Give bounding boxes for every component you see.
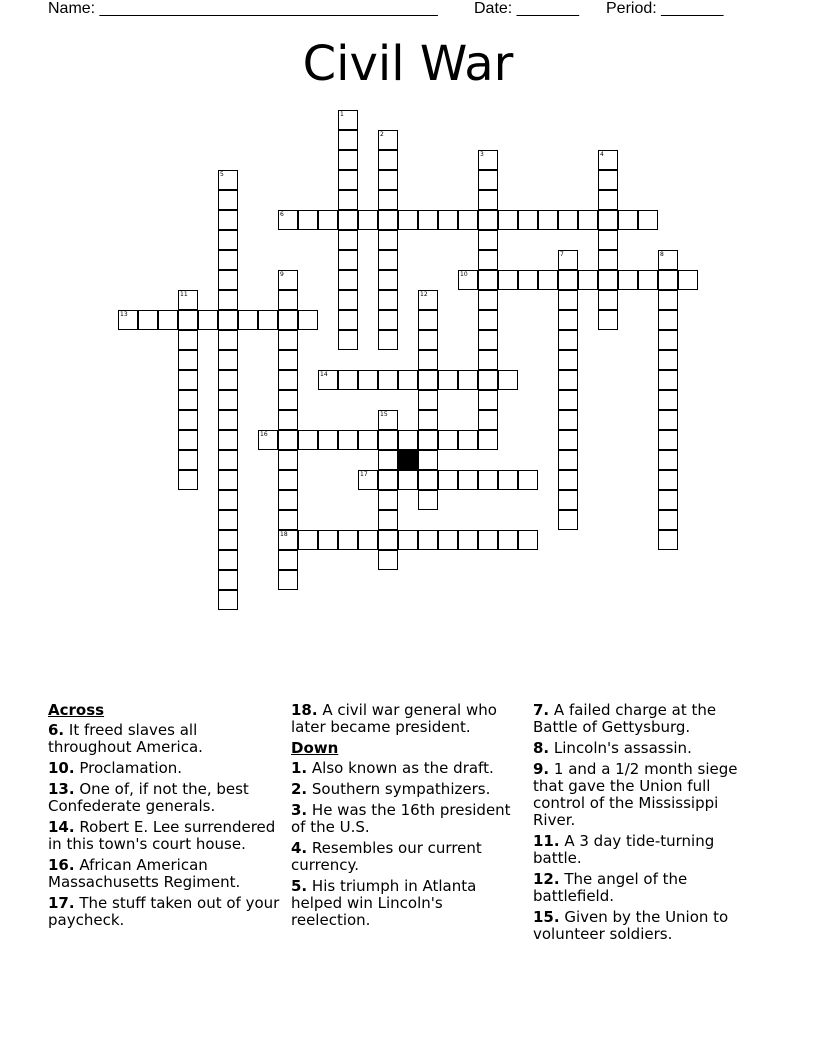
- grid-cell[interactable]: [478, 250, 498, 270]
- grid-cell[interactable]: [458, 210, 478, 230]
- clue-column-3: [533, 702, 765, 947]
- grid-cell[interactable]: [378, 290, 398, 310]
- grid-cell[interactable]: [278, 350, 298, 370]
- grid-cell[interactable]: [118, 310, 138, 330]
- grid-cell[interactable]: [218, 550, 238, 570]
- grid-cell[interactable]: [298, 210, 318, 230]
- clue-number: 17: [360, 471, 368, 478]
- grid-cell[interactable]: [418, 530, 438, 550]
- grid-cell[interactable]: [278, 430, 298, 450]
- grid-cell[interactable]: [558, 490, 578, 510]
- grid-cell[interactable]: [178, 310, 198, 330]
- grid-cell[interactable]: [218, 370, 238, 390]
- grid-cell[interactable]: [218, 190, 238, 210]
- clue-item: [533, 833, 765, 867]
- grid-cell[interactable]: [518, 530, 538, 550]
- grid-cell[interactable]: [538, 270, 558, 290]
- grid-cell[interactable]: [598, 150, 618, 170]
- grid-cell[interactable]: [658, 310, 678, 330]
- grid-cell[interactable]: [378, 530, 398, 550]
- clue-number: 4.: [291, 839, 308, 857]
- grid-cell[interactable]: [558, 330, 578, 350]
- grid-cell[interactable]: [498, 270, 518, 290]
- clue-text: The angel of the battlefield.: [533, 870, 688, 905]
- grid-cell[interactable]: [418, 450, 438, 470]
- grid-cell[interactable]: [578, 210, 598, 230]
- clue-number: 5: [220, 171, 224, 178]
- clue-item: [533, 871, 765, 905]
- grid-cell[interactable]: [398, 430, 418, 450]
- grid-cell[interactable]: [358, 430, 378, 450]
- grid-cell[interactable]: [378, 270, 398, 290]
- grid-cell[interactable]: [178, 290, 198, 310]
- grid-cell[interactable]: [218, 350, 238, 370]
- grid-cell[interactable]: [358, 530, 378, 550]
- name-field[interactable]: Name: ______________________________________: [48, 0, 438, 17]
- grid-cell[interactable]: [558, 370, 578, 390]
- grid-cell[interactable]: [258, 310, 278, 330]
- grid-cell[interactable]: [358, 370, 378, 390]
- grid-cell[interactable]: [278, 290, 298, 310]
- clue-number: 7: [560, 251, 564, 258]
- grid-cell[interactable]: [418, 390, 438, 410]
- clue-number: 16: [260, 431, 268, 438]
- grid-cell[interactable]: [338, 130, 358, 150]
- grid-cell[interactable]: [418, 310, 438, 330]
- clue-item: [48, 819, 280, 853]
- clue-text: A civil war general who later became president.: [291, 701, 497, 736]
- grid-cell[interactable]: [558, 410, 578, 430]
- grid-cell[interactable]: [218, 390, 238, 410]
- grid-cell[interactable]: [378, 250, 398, 270]
- clue-number: 12.: [533, 870, 560, 888]
- grid-cell[interactable]: [218, 270, 238, 290]
- grid-cell[interactable]: [598, 190, 618, 210]
- grid-cell[interactable]: [378, 490, 398, 510]
- period-field[interactable]: Period: _______: [606, 0, 724, 17]
- grid-cell[interactable]: [378, 150, 398, 170]
- grid-cell[interactable]: [478, 150, 498, 170]
- grid-cell[interactable]: [478, 470, 498, 490]
- grid-cell[interactable]: [218, 410, 238, 430]
- date-field[interactable]: Date: _______: [474, 0, 579, 17]
- grid-cell[interactable]: [558, 430, 578, 450]
- clue-number: 9.: [533, 760, 550, 778]
- grid-cell[interactable]: [418, 350, 438, 370]
- grid-cell[interactable]: [418, 370, 438, 390]
- grid-cell[interactable]: [558, 250, 578, 270]
- grid-cell[interactable]: [598, 230, 618, 250]
- clue-number: 15: [380, 411, 388, 418]
- grid-cell[interactable]: [658, 270, 678, 290]
- grid-cell[interactable]: [598, 310, 618, 330]
- grid-cell[interactable]: [598, 290, 618, 310]
- grid-cell[interactable]: [558, 450, 578, 470]
- grid-cell[interactable]: [238, 310, 258, 330]
- clue-number: 10.: [48, 759, 75, 777]
- clue-number: 18: [280, 531, 288, 538]
- clue-number: 2.: [291, 780, 308, 798]
- grid-cell[interactable]: [498, 370, 518, 390]
- grid-cell[interactable]: [558, 350, 578, 370]
- clue-item: [291, 760, 523, 777]
- grid-cell[interactable]: [638, 210, 658, 230]
- grid-cell[interactable]: [598, 170, 618, 190]
- grid-cell[interactable]: [418, 430, 438, 450]
- grid-cell[interactable]: [378, 430, 398, 450]
- grid-cell[interactable]: [518, 210, 538, 230]
- grid-cell[interactable]: [158, 310, 178, 330]
- grid-cell[interactable]: [138, 310, 158, 330]
- grid-cell[interactable]: [478, 530, 498, 550]
- grid-cell[interactable]: [478, 290, 498, 310]
- grid-cell[interactable]: [598, 250, 618, 270]
- grid-cell[interactable]: [278, 370, 298, 390]
- grid-cell[interactable]: [278, 550, 298, 570]
- clue-number: 6: [280, 211, 284, 218]
- grid-cell[interactable]: [378, 510, 398, 530]
- grid-cell[interactable]: [218, 290, 238, 310]
- clue-number: 14: [320, 371, 328, 378]
- grid-cell[interactable]: [518, 470, 538, 490]
- clue-text: 1 and a 1/2 month siege that gave the Union full control of the Mississippi River.: [533, 760, 738, 829]
- grid-cell[interactable]: [218, 490, 238, 510]
- grid-cell[interactable]: [458, 270, 478, 290]
- grid-cell[interactable]: [618, 210, 638, 230]
- clue-text: Given by the Union to volunteer soldiers.: [533, 908, 729, 943]
- clue-text: He was the 16th president of the U.S.: [291, 801, 511, 836]
- clue-item: [291, 702, 523, 736]
- clue-item: [48, 895, 280, 929]
- grid-cell[interactable]: [338, 270, 358, 290]
- grid-cell[interactable]: [678, 270, 698, 290]
- clue-text: African American Massachusetts Regiment.: [48, 856, 241, 891]
- grid-cell[interactable]: [278, 510, 298, 530]
- clue-text: It freed slaves all throughout America.: [48, 721, 203, 756]
- clue-item: [533, 761, 765, 829]
- grid-cell[interactable]: [498, 530, 518, 550]
- grid-cell[interactable]: [478, 190, 498, 210]
- clue-text: Lincoln's assassin.: [549, 739, 692, 757]
- grid-cell[interactable]: [338, 310, 358, 330]
- grid-cell[interactable]: [398, 470, 418, 490]
- grid-cell[interactable]: [558, 210, 578, 230]
- grid-cell[interactable]: [658, 390, 678, 410]
- grid-cell[interactable]: [378, 410, 398, 430]
- grid-cell[interactable]: [558, 290, 578, 310]
- clue-text: Southern sympathizers.: [307, 780, 491, 798]
- clue-number: 8.: [533, 739, 550, 757]
- grid-cell[interactable]: [478, 270, 498, 290]
- clue-column-2: [291, 702, 523, 933]
- clue-text: Resembles our current currency.: [291, 839, 482, 874]
- clue-number: 1.: [291, 759, 308, 777]
- grid-cell[interactable]: [658, 370, 678, 390]
- clue-item: [48, 760, 280, 777]
- grid-cell[interactable]: [278, 210, 298, 230]
- grid-cell[interactable]: [438, 370, 458, 390]
- clue-text: The stuff taken out of your paycheck.: [48, 894, 280, 929]
- grid-cell[interactable]: [478, 370, 498, 390]
- grid-cell[interactable]: [418, 330, 438, 350]
- grid-cell[interactable]: [338, 250, 358, 270]
- grid-cell[interactable]: [598, 210, 618, 230]
- grid-cell[interactable]: [278, 470, 298, 490]
- clue-number: 4: [600, 151, 604, 158]
- grid-cell[interactable]: [658, 290, 678, 310]
- grid-cell[interactable]: [478, 350, 498, 370]
- grid-cell[interactable]: [398, 370, 418, 390]
- grid-cell[interactable]: [218, 330, 238, 350]
- grid-cell[interactable]: [658, 430, 678, 450]
- grid-cell[interactable]: [218, 170, 238, 190]
- grid-cell[interactable]: [278, 530, 298, 550]
- grid-cell[interactable]: [658, 510, 678, 530]
- clue-text: His triumph in Atlanta helped win Lincoln's reelection.: [291, 877, 477, 929]
- grid-cell[interactable]: [178, 450, 198, 470]
- grid-cell[interactable]: [318, 370, 338, 390]
- grid-cell[interactable]: [478, 170, 498, 190]
- grid-cell[interactable]: [338, 370, 358, 390]
- grid-cell[interactable]: [338, 330, 358, 350]
- grid-cell[interactable]: [418, 210, 438, 230]
- grid-cell[interactable]: [378, 370, 398, 390]
- page-title: Civil War: [302, 36, 514, 92]
- grid-cell[interactable]: [178, 350, 198, 370]
- grid-cell[interactable]: [658, 350, 678, 370]
- grid-cell[interactable]: [318, 210, 338, 230]
- grid-cell[interactable]: [218, 430, 238, 450]
- grid-cell[interactable]: [658, 450, 678, 470]
- grid-cell[interactable]: [418, 470, 438, 490]
- grid-cell[interactable]: [658, 410, 678, 430]
- grid-cell[interactable]: [558, 470, 578, 490]
- clue-number: 11.: [533, 832, 560, 850]
- grid-cell[interactable]: [178, 430, 198, 450]
- grid-cell[interactable]: [338, 190, 358, 210]
- grid-cell[interactable]: [478, 230, 498, 250]
- clue-number: 10: [460, 271, 468, 278]
- grid-cell[interactable]: [278, 450, 298, 470]
- grid-cell[interactable]: [438, 210, 458, 230]
- clue-number: 9: [280, 271, 284, 278]
- black-cell: [398, 450, 418, 470]
- grid-cell[interactable]: [578, 270, 598, 290]
- grid-cell[interactable]: [218, 470, 238, 490]
- grid-cell[interactable]: [218, 530, 238, 550]
- clue-text: Also known as the draft.: [307, 759, 494, 777]
- grid-cell[interactable]: [178, 370, 198, 390]
- clue-number: 3.: [291, 801, 308, 819]
- grid-cell[interactable]: [218, 590, 238, 610]
- grid-cell[interactable]: [218, 450, 238, 470]
- grid-cell[interactable]: [398, 530, 418, 550]
- grid-cell[interactable]: [338, 150, 358, 170]
- grid-cell[interactable]: [278, 330, 298, 350]
- grid-cell[interactable]: [338, 430, 358, 450]
- grid-cell[interactable]: [378, 230, 398, 250]
- clue-item: [291, 802, 523, 836]
- grid-cell[interactable]: [378, 310, 398, 330]
- clue-number: 13: [120, 311, 128, 318]
- grid-cell[interactable]: [458, 370, 478, 390]
- across-heading: Across: [48, 701, 105, 719]
- grid-cell[interactable]: [558, 510, 578, 530]
- clue-text: One of, if not the, best Confederate generals.: [48, 780, 249, 815]
- clue-number: 8: [660, 251, 664, 258]
- grid-cell[interactable]: [278, 270, 298, 290]
- grid-cell[interactable]: [178, 470, 198, 490]
- grid-cell[interactable]: [378, 190, 398, 210]
- grid-cell[interactable]: [178, 330, 198, 350]
- down-heading: Down: [291, 739, 339, 757]
- grid-cell[interactable]: [278, 570, 298, 590]
- grid-cell[interactable]: [658, 330, 678, 350]
- grid-cell[interactable]: [478, 390, 498, 410]
- grid-cell[interactable]: [418, 410, 438, 430]
- grid-cell[interactable]: [358, 470, 378, 490]
- grid-cell[interactable]: [298, 430, 318, 450]
- grid-cell[interactable]: [278, 490, 298, 510]
- clue-number: 18.: [291, 701, 318, 719]
- grid-cell[interactable]: [218, 230, 238, 250]
- clue-number: 5.: [291, 877, 308, 895]
- clue-number: 12: [420, 291, 428, 298]
- grid-cell[interactable]: [638, 270, 658, 290]
- grid-cell[interactable]: [318, 430, 338, 450]
- grid-cell[interactable]: [378, 170, 398, 190]
- grid-cell[interactable]: [198, 310, 218, 330]
- grid-cell[interactable]: [518, 270, 538, 290]
- grid-cell[interactable]: [438, 470, 458, 490]
- grid-cell[interactable]: [558, 390, 578, 410]
- clue-text: Robert E. Lee surrendered in this town's court house.: [48, 818, 276, 853]
- clue-item: [533, 702, 765, 736]
- grid-cell[interactable]: [458, 430, 478, 450]
- clue-item: [48, 857, 280, 891]
- grid-cell[interactable]: [218, 570, 238, 590]
- clue-number: 13.: [48, 780, 75, 798]
- grid-cell[interactable]: [658, 490, 678, 510]
- grid-cell[interactable]: [298, 530, 318, 550]
- clue-item: [291, 878, 523, 929]
- grid-cell[interactable]: [378, 550, 398, 570]
- grid-cell[interactable]: [598, 270, 618, 290]
- clue-text: A 3 day tide-turning battle.: [533, 832, 715, 867]
- clue-text: Proclamation.: [74, 759, 183, 777]
- grid-cell[interactable]: [338, 170, 358, 190]
- grid-cell[interactable]: [338, 230, 358, 250]
- clue-item: [291, 781, 523, 798]
- grid-cell[interactable]: [378, 210, 398, 230]
- grid-cell[interactable]: [658, 530, 678, 550]
- grid-cell[interactable]: [478, 210, 498, 230]
- clue-item: [533, 909, 765, 943]
- grid-cell[interactable]: [318, 530, 338, 550]
- grid-cell[interactable]: [258, 430, 278, 450]
- grid-cell[interactable]: [458, 470, 478, 490]
- grid-cell[interactable]: [178, 390, 198, 410]
- grid-cell[interactable]: [658, 470, 678, 490]
- clue-item: [48, 781, 280, 815]
- grid-cell[interactable]: [418, 490, 438, 510]
- clue-item: [533, 740, 765, 757]
- grid-cell[interactable]: [538, 210, 558, 230]
- grid-cell[interactable]: [218, 250, 238, 270]
- clue-number: 2: [380, 131, 384, 138]
- grid-cell[interactable]: [418, 290, 438, 310]
- grid-cell[interactable]: [338, 110, 358, 130]
- grid-cell[interactable]: [338, 210, 358, 230]
- grid-cell[interactable]: [478, 310, 498, 330]
- grid-cell[interactable]: [438, 430, 458, 450]
- clue-item: [291, 840, 523, 874]
- grid-cell[interactable]: [218, 310, 238, 330]
- clue-number: 6.: [48, 721, 65, 739]
- grid-cell[interactable]: [498, 470, 518, 490]
- grid-cell[interactable]: [338, 530, 358, 550]
- clue-number: 17.: [48, 894, 75, 912]
- grid-cell[interactable]: [358, 210, 378, 230]
- grid-cell[interactable]: [378, 450, 398, 470]
- grid-cell[interactable]: [558, 270, 578, 290]
- grid-cell[interactable]: [278, 310, 298, 330]
- grid-cell[interactable]: [218, 210, 238, 230]
- clue-number: 1: [340, 111, 344, 118]
- grid-cell[interactable]: [498, 210, 518, 230]
- clue-item: [48, 722, 280, 756]
- clue-number: 7.: [533, 701, 550, 719]
- grid-cell[interactable]: [338, 290, 358, 310]
- grid-cell[interactable]: [398, 210, 418, 230]
- grid-cell[interactable]: [218, 510, 238, 530]
- grid-cell[interactable]: [478, 430, 498, 450]
- clue-number: 15.: [533, 908, 560, 926]
- grid-cell[interactable]: [478, 410, 498, 430]
- grid-cell[interactable]: [298, 310, 318, 330]
- grid-cell[interactable]: [558, 310, 578, 330]
- clue-number: 3: [480, 151, 484, 158]
- grid-cell[interactable]: [438, 530, 458, 550]
- grid-cell[interactable]: [178, 410, 198, 430]
- clue-text: A failed charge at the Battle of Gettysburg.: [533, 701, 717, 736]
- clue-number: 14.: [48, 818, 75, 836]
- grid-cell[interactable]: [618, 270, 638, 290]
- clue-number: 11: [180, 291, 188, 298]
- grid-cell[interactable]: [378, 130, 398, 150]
- clue-number: 16.: [48, 856, 75, 874]
- grid-cell[interactable]: [378, 330, 398, 350]
- grid-cell[interactable]: [278, 410, 298, 430]
- grid-cell[interactable]: [278, 390, 298, 410]
- grid-cell[interactable]: [478, 330, 498, 350]
- clue-column-1: [48, 702, 280, 933]
- grid-cell[interactable]: [458, 530, 478, 550]
- grid-cell[interactable]: [378, 470, 398, 490]
- grid-cell[interactable]: [658, 250, 678, 270]
